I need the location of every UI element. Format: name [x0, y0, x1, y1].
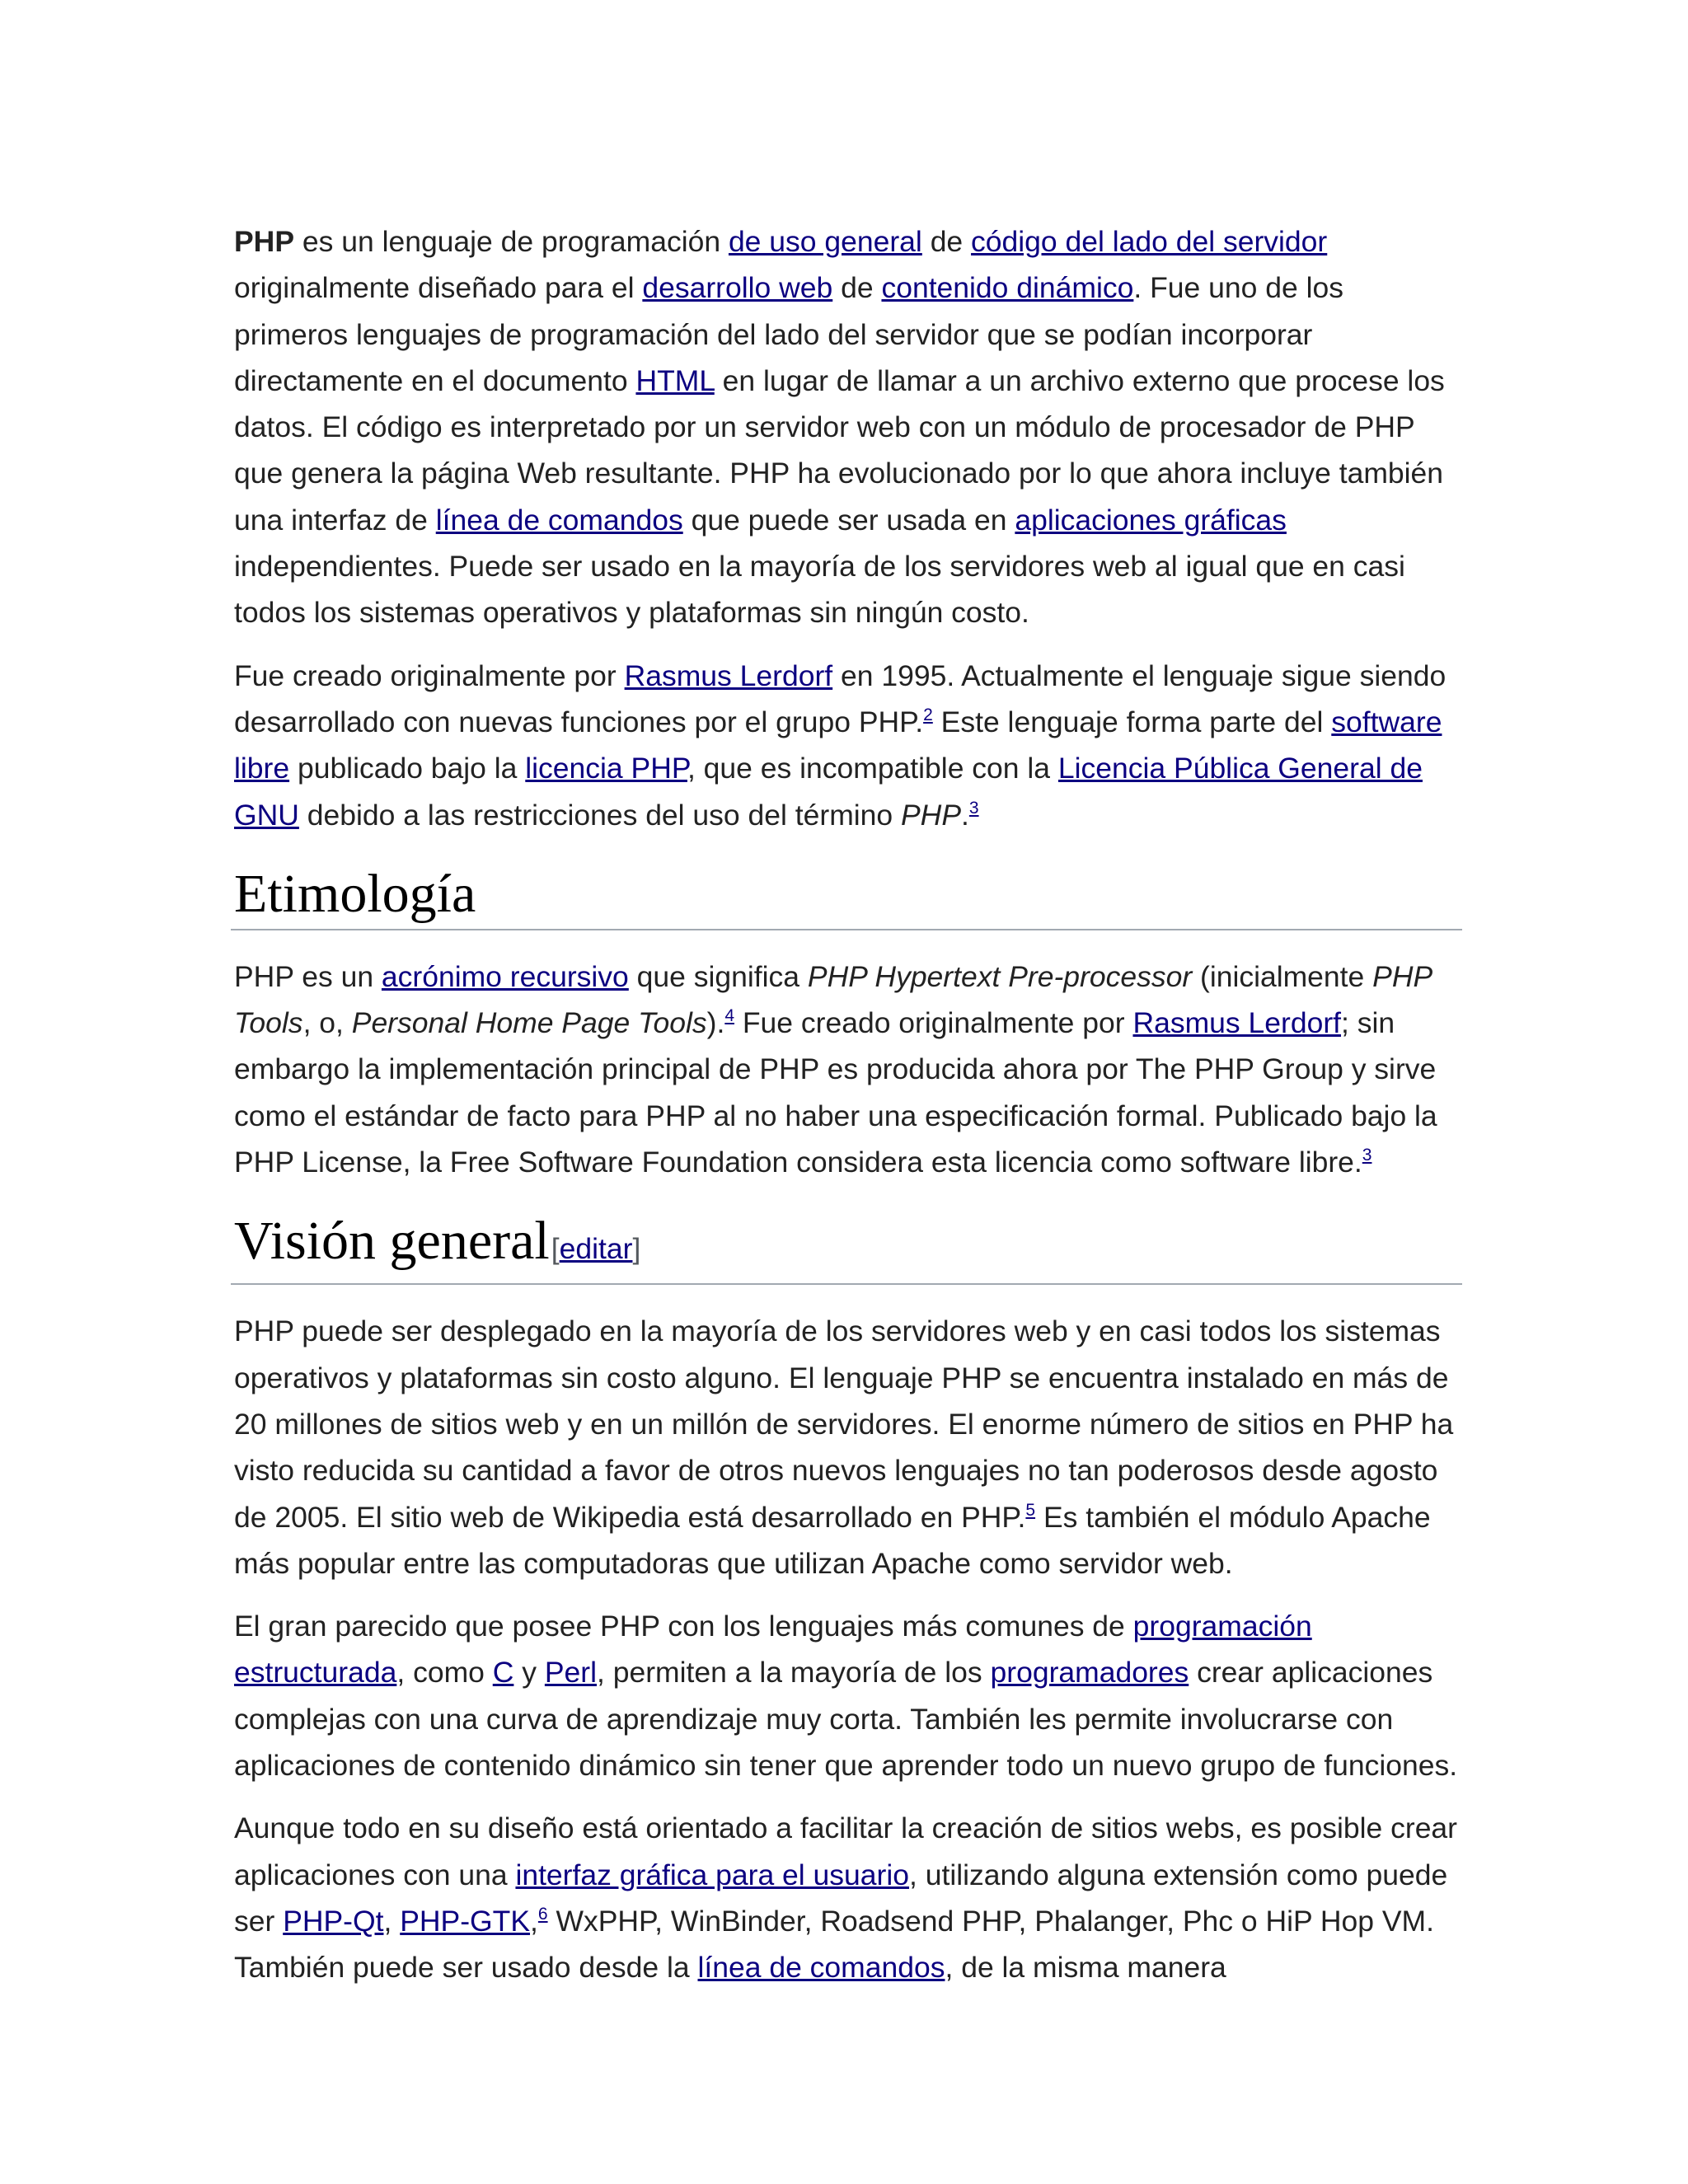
- link-codigo-lado-servidor[interactable]: código del lado del servidor: [971, 225, 1328, 258]
- text-run: y: [513, 1656, 545, 1690]
- etimologia-paragraph: [234, 954, 1459, 1185]
- text-run: que puede ser usada en: [682, 503, 1015, 537]
- text-run: independientes. Puede ser usado en la mayoría de los servidores web al igual que en casi todos los sistemas operativos y plataformas sin ningún costo.: [234, 550, 1405, 630]
- reference-link[interactable]: 3: [968, 798, 979, 818]
- reference-3: [969, 799, 979, 818]
- heading-text: Visión general: [234, 1211, 550, 1272]
- reference-link[interactable]: 6: [537, 1904, 548, 1924]
- text-run: ).: [706, 1006, 725, 1040]
- link-programadores[interactable]: programadores: [990, 1656, 1189, 1690]
- article-subject: PHP: [234, 225, 294, 258]
- text-run: ; sin embargo la implementación principal de PHP es producida ahora por The PHP Group y sirve como el estándar de facto para PHP al no haber una especificación formal. Publicado bajo la PHP License, la Free Software Foundation considera esta licencia como software libre.: [234, 1006, 1437, 1179]
- link-licencia-php[interactable]: licencia PHP: [525, 752, 687, 785]
- text-run: Fue creado originalmente por: [234, 658, 625, 692]
- link-contenido-dinamico[interactable]: contenido dinámico: [881, 271, 1134, 305]
- text-run: Aunque todo en su diseño está orientado a facilitar la creación de sitios webs, es posible crear aplicaciones con una: [234, 1811, 1457, 1891]
- link-c[interactable]: C: [492, 1656, 514, 1690]
- bracket-open: [: [551, 1232, 560, 1266]
- text-run: de: [921, 225, 972, 258]
- text-run: ,: [383, 1904, 401, 1938]
- reference-link[interactable]: 4: [724, 1006, 734, 1026]
- link-software-libre[interactable]: software libre: [234, 705, 1442, 785]
- link-aplicaciones-graficas[interactable]: aplicaciones gráficas: [1015, 503, 1287, 537]
- text-run: WxPHP, WinBinder, Roadsend PHP, Phalanger, Phc o HiP Hop VM. También puede ser usado desde la: [234, 1904, 1434, 1985]
- text-run: originalmente diseñado para el: [234, 271, 643, 305]
- text-run: PHP puede ser desplegado en la mayoría de los servidores web y en casi todos los sistemas operativos y plataformas sin costo alguno. El lenguaje PHP se encuentra instalado en más de 20 millones de sitios web y en un millón de servidores. El enorme número de sitios en PHP ha visto reducida su cantidad a favor de otros nuevos lenguajes no tan poderosos desde agosto de 2005. El sitio web de Wikipedia está desarrollado en PHP.: [234, 1315, 1454, 1534]
- link-rasmus-lerdorf[interactable]: Rasmus Lerdorf: [624, 658, 833, 692]
- text-run: Es también el módulo Apache más popular entre las computadoras que utilizan Apache como servidor web.: [234, 1500, 1431, 1580]
- reference-4: [724, 1006, 734, 1025]
- reference-6: [538, 1905, 548, 1924]
- text-run: en 1995. Actualmente el lenguaje sigue siendo desarrollado con nuevas funciones por el grupo PHP.: [234, 658, 1447, 738]
- text-run: crear aplicaciones complejas con una curva de aprendizaje muy corta. También les permite involucrarse con aplicaciones de contenido dinámico sin tener que aprender todo un nuevo grupo de funciones.: [234, 1656, 1458, 1783]
- link-acronimo-recursivo[interactable]: acrónimo recursivo: [381, 959, 629, 993]
- text-run: El gran parecido que posee PHP con los lenguajes más comunes de: [234, 1610, 1133, 1643]
- text-run: ,: [530, 1904, 538, 1938]
- text-run: .: [961, 798, 969, 832]
- text-run: es un lenguaje de programación: [294, 225, 729, 258]
- text-run: de: [832, 271, 882, 305]
- text-run: , que es incompatible con la: [687, 752, 1058, 785]
- vision-paragraph-3: [234, 1805, 1459, 1990]
- reference-link[interactable]: 3: [1362, 1146, 1372, 1165]
- link-uso-general[interactable]: de uso general: [728, 225, 922, 258]
- text-run: en lugar de llamar a un archivo externo que procese los datos. El código es interpretado por un servidor web con un módulo de procesador de PHP que genera la página Web resultante. PHP ha evolucionado por lo que ahora incluye también una interfaz de: [234, 363, 1445, 537]
- bracket-close: ]: [632, 1232, 641, 1266]
- italic-term: PHP Tools: [234, 959, 1432, 1040]
- text-run: , de la misma manera: [945, 1951, 1226, 1985]
- link-interfaz-grafica[interactable]: interfaz gráfica para el usuario: [515, 1858, 909, 1891]
- article-body: [234, 218, 1459, 2008]
- edit-section-link[interactable]: editar: [559, 1232, 633, 1266]
- link-php-gtk[interactable]: PHP-GTK: [400, 1904, 531, 1938]
- link-rasmus-lerdorf[interactable]: Rasmus Lerdorf: [1132, 1006, 1342, 1040]
- reference-link[interactable]: 2: [923, 705, 933, 724]
- text-run: , utilizando alguna extensión como puede ser: [234, 1858, 1448, 1938]
- text-run: publicado bajo la: [289, 752, 526, 785]
- text-run: Este lenguaje forma parte del: [932, 705, 1332, 738]
- link-desarrollo-web[interactable]: desarrollo web: [642, 271, 833, 305]
- link-linea-de-comandos[interactable]: línea de comandos: [697, 1951, 945, 1985]
- link-licencia-gpl[interactable]: Licencia Pública General de GNU: [234, 752, 1423, 832]
- intro-paragraph-1: [234, 218, 1459, 636]
- text-run: , permiten a la mayoría de los: [597, 1656, 991, 1690]
- link-php-qt[interactable]: PHP-Qt: [283, 1904, 384, 1938]
- link-perl[interactable]: Perl: [544, 1656, 598, 1690]
- intro-paragraph-2: [234, 653, 1459, 838]
- edit-section: [551, 1232, 641, 1265]
- italic-term: PHP Hypertext Pre-processor: [807, 959, 1193, 993]
- reference-3: [1362, 1146, 1372, 1165]
- text-run: PHP es un: [234, 959, 382, 993]
- reference-5: [1025, 1501, 1035, 1520]
- italic-term: PHP: [901, 798, 961, 832]
- text-run: , como: [396, 1656, 493, 1690]
- reference-2: [923, 705, 933, 724]
- text-run: Fue creado originalmente por: [734, 1006, 1133, 1040]
- vision-paragraph-2: [234, 1603, 1459, 1788]
- text-run: debido a las restricciones del uso del término: [298, 798, 901, 832]
- text-run: . Fue uno de los primeros lenguajes de programación del lado del servidor que se podían incorporar directamente en el documento: [234, 271, 1343, 397]
- link-html[interactable]: HTML: [635, 363, 715, 397]
- vision-paragraph-1: [234, 1308, 1459, 1586]
- text-run: (inicialmente: [1192, 959, 1373, 993]
- section-heading-etimologia: [231, 861, 1462, 930]
- reference-link[interactable]: 5: [1025, 1500, 1036, 1520]
- section-heading-vision-general: [231, 1208, 1462, 1285]
- heading-text: Etimología: [234, 863, 476, 924]
- text-run: que significa: [628, 959, 808, 993]
- link-programacion-estructurada[interactable]: programación estructurada: [234, 1610, 1312, 1690]
- link-linea-de-comandos[interactable]: línea de comandos: [435, 503, 683, 537]
- italic-term: Personal Home Page Tools: [351, 1006, 707, 1040]
- text-run: , o,: [302, 1006, 352, 1040]
